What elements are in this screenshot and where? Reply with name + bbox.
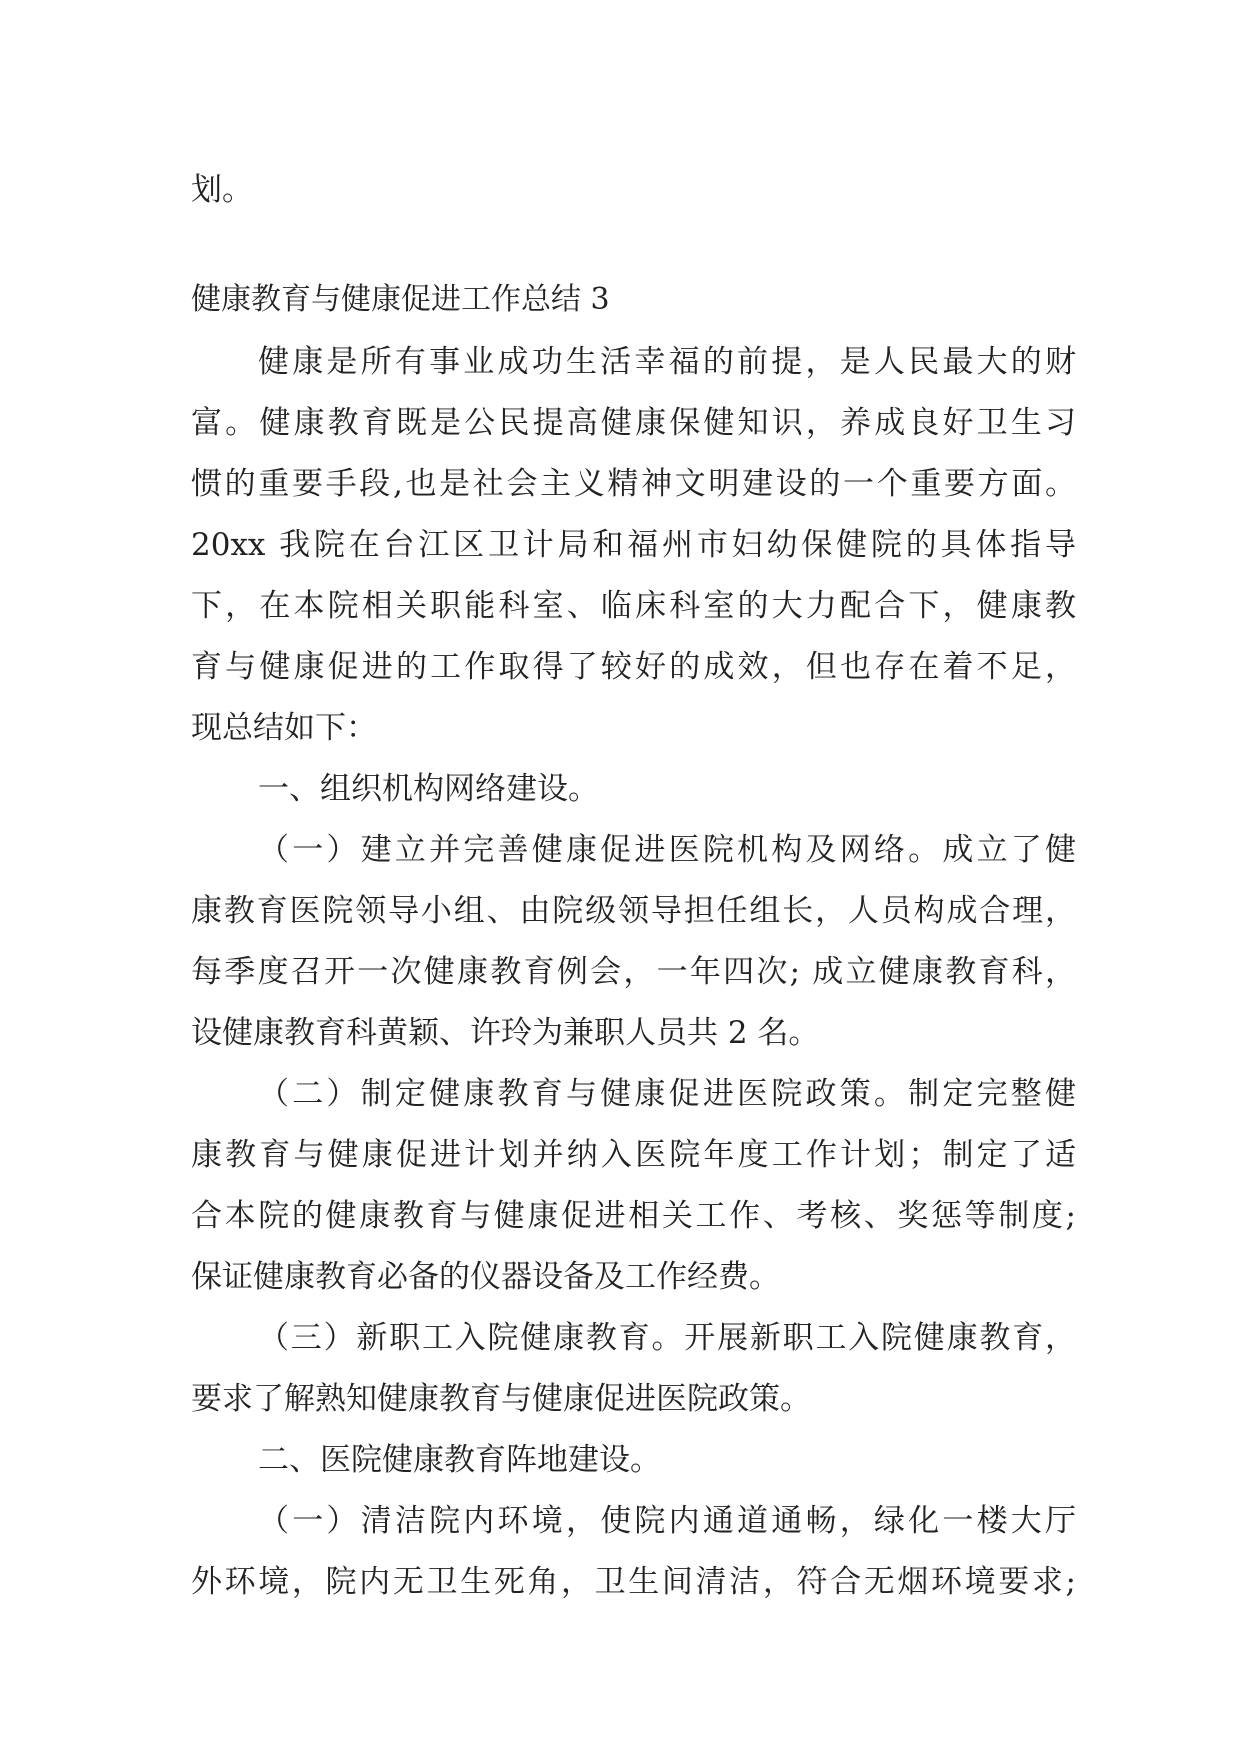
continued-line: 划。 <box>191 172 253 208</box>
paragraph-line: 下，在本院相关职能科室、临床科室的大力配合下，健康教 <box>191 588 1076 624</box>
paragraph-line: 保证健康教育必备的仪器设备及工作经费。 <box>191 1259 780 1295</box>
heading-line: 二、医院健康教育阵地建设。 <box>258 1442 661 1478</box>
paragraph-line: 健康是所有事业成功生活幸福的前提，是人民最大的财 <box>258 344 1076 380</box>
paragraph-line: 康教育与健康促进计划并纳入医院年度工作计划；制定了适 <box>191 1137 1076 1173</box>
paragraph-line: 惯的重要手段,也是社会主义精神文明建设的一个重要方面。 <box>191 466 1076 502</box>
paragraph-line: 康教育医院领导小组、由院级领导担任组长，人员构成合理， <box>191 893 1076 929</box>
paragraph-line: 育与健康促进的工作取得了较好的成效，但也存在着不足， <box>191 649 1076 685</box>
paragraph-line: 要求了解熟知健康教育与健康促进医院政策。 <box>191 1381 811 1417</box>
paragraph-line: （一）建立并完善健康促进医院机构及网络。成立了健 <box>258 832 1076 868</box>
paragraph-line: 富。健康教育既是公民提高健康保健知识，养成良好卫生习 <box>191 405 1076 441</box>
paragraph-line: （三）新职工入院健康教育。开展新职工入院健康教育， <box>258 1320 1076 1356</box>
paragraph-line: 20xx 我院在台江区卫计局和福州市妇幼保健院的具体指导 <box>191 527 1076 563</box>
paragraph-line: 每季度召开一次健康教育例会，一年四次; 成立健康教育科， <box>191 954 1076 990</box>
paragraph-line: （一）清洁院内环境，使院内通道通畅，绿化一楼大厅 <box>258 1503 1076 1539</box>
paragraph-line: 设健康教育科黄颖、许玲为兼职人员共 2 名。 <box>191 1015 820 1051</box>
section-title: 健康教育与健康促进工作总结 3 <box>191 282 610 317</box>
paragraph-line: 现总结如下： <box>191 710 377 746</box>
paragraph-line: 外环境，院内无卫生死角，卫生间清洁，符合无烟环境要求; <box>191 1564 1076 1600</box>
heading-line: 一、组织机构网络建设。 <box>258 771 599 807</box>
paragraph-line: 合本院的健康教育与健康促进相关工作、考核、奖惩等制度; <box>191 1198 1076 1234</box>
paragraph-line: （二）制定健康教育与健康促进医院政策。制定完整健 <box>258 1076 1076 1112</box>
